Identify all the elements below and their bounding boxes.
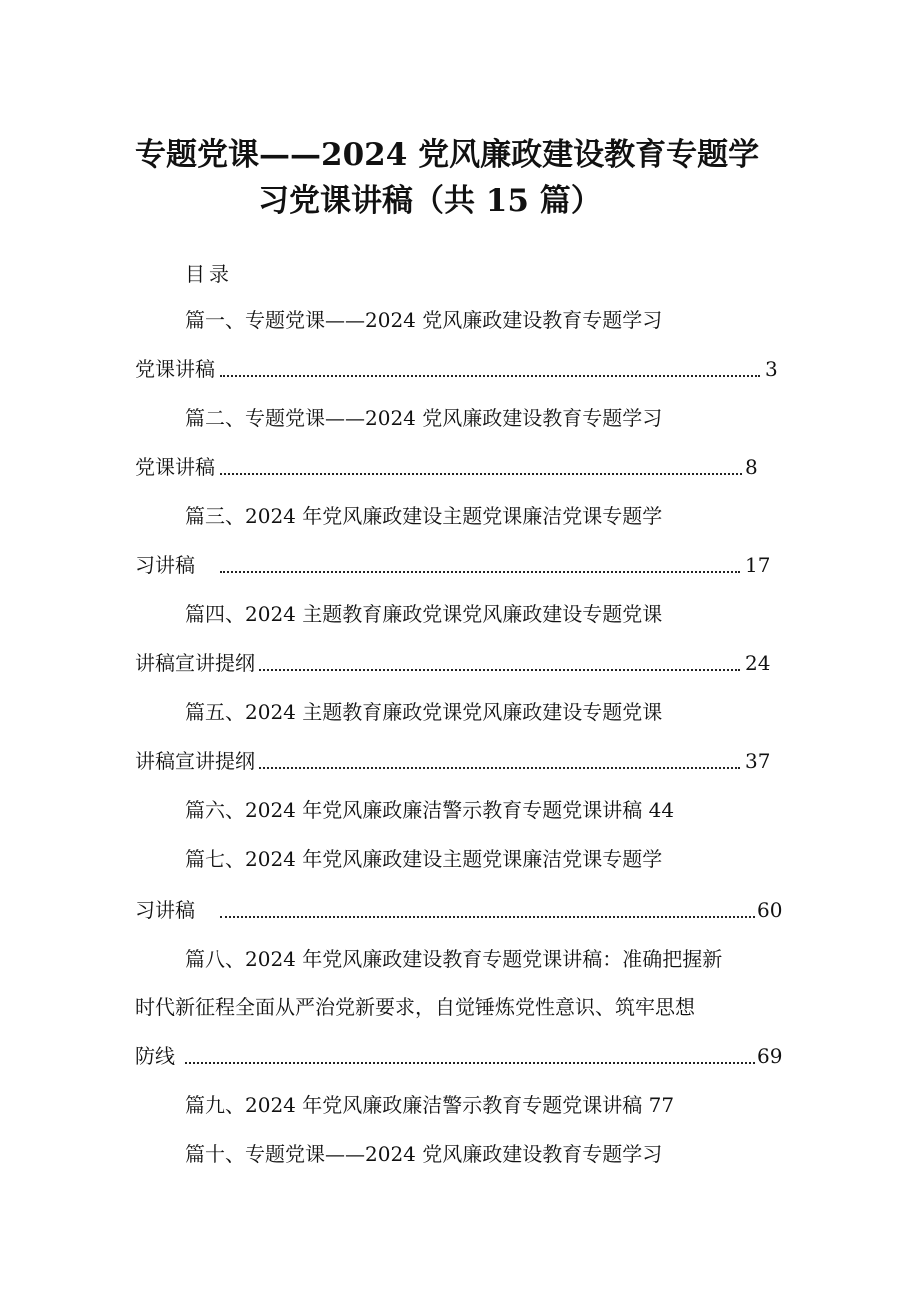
toc-entry-7[interactable] <box>0 845 920 873</box>
toc-entry-text: 篇五、2024 主题教育廉政党课党风廉政建设专题党课 <box>185 700 663 724</box>
toc-entry-text: 党课讲稿 <box>135 453 219 481</box>
toc-entry-6[interactable] <box>0 796 920 824</box>
toc-entry-text: 党课讲稿 <box>135 355 219 383</box>
toc-leader-dots <box>220 473 742 475</box>
toc-page-number: 24 <box>745 651 771 675</box>
toc-entry-text: 讲稿宣讲提纲 <box>135 747 259 775</box>
document-title-line-2: 习党课讲稿（共 15 篇） <box>258 183 602 219</box>
toc-page-number: 60 <box>757 898 783 922</box>
toc-entry-text: 习讲稿 <box>135 896 199 924</box>
toc-entry-text: 篇八、2024 年党风廉政建设教育专题党课讲稿：准确把握新 <box>185 947 723 971</box>
toc-entry-1-continuation[interactable] <box>0 355 920 383</box>
toc-entry-text: 时代新征程全面从严治党新要求，自觉锤炼党性意识、筑牢思想 <box>135 995 695 1019</box>
toc-entry-5-continuation[interactable] <box>0 747 920 775</box>
toc-entry-text: 篇十、专题党课——2024 党风廉政建设教育专题学习 <box>185 1142 663 1166</box>
toc-entry-text: 篇九、2024 年党风廉政廉洁警示教育专题党课讲稿 77 <box>185 1093 675 1117</box>
toc-entry-8-line-2[interactable] <box>0 993 920 1021</box>
toc-entry-4-continuation[interactable] <box>0 649 920 677</box>
toc-entry-text: 讲稿宣讲提纲 <box>135 649 259 677</box>
toc-page-number: 3 <box>765 357 778 381</box>
toc-entry-text: 篇三、2024 年党风廉政建设主题党课廉洁党课专题学 <box>185 504 663 528</box>
toc-entry-1[interactable] <box>0 306 920 334</box>
toc-page-number: 8 <box>745 455 758 479</box>
toc-leader-dots <box>220 767 740 769</box>
toc-page-number: 69 <box>757 1044 783 1068</box>
toc-page-number: 17 <box>745 553 771 577</box>
toc-entry-8-continuation[interactable] <box>0 1042 920 1070</box>
toc-entry-4[interactable] <box>0 600 920 628</box>
toc-heading: 目录 <box>185 262 233 286</box>
toc-entry-text: 篇一、专题党课——2024 党风廉政建设教育专题学习 <box>185 308 663 332</box>
toc-leader-dots <box>220 375 760 377</box>
toc-entry-text: 篇四、2024 主题教育廉政党课党风廉政建设专题党课 <box>185 602 663 626</box>
toc-entry-text: 篇六、2024 年党风廉政廉洁警示教育专题党课讲稿 44 <box>185 798 675 822</box>
toc-entry-5[interactable] <box>0 698 920 726</box>
toc-entry-9[interactable] <box>0 1091 920 1119</box>
toc-entry-7-continuation[interactable] <box>0 896 920 924</box>
toc-entry-text: 习讲稿 <box>135 551 199 579</box>
toc-entry-8[interactable] <box>0 945 920 973</box>
toc-entry-3-continuation[interactable] <box>0 551 920 579</box>
toc-entry-text: 篇二、专题党课——2024 党风廉政建设教育专题学习 <box>185 406 663 430</box>
toc-entry-text: 篇七、2024 年党风廉政建设主题党课廉洁党课专题学 <box>185 847 663 871</box>
toc-entry-10[interactable] <box>0 1140 920 1168</box>
toc-entry-2[interactable] <box>0 404 920 432</box>
toc-leader-dots <box>220 916 755 918</box>
document-title-line-1: 专题党课——2024 党风廉政建设教育专题学 <box>135 137 760 173</box>
toc-entry-text: 防线 <box>135 1042 179 1070</box>
toc-leader-dots <box>220 669 740 671</box>
toc-leader-dots <box>185 1062 755 1064</box>
toc-leader-dots <box>220 571 740 573</box>
toc-entry-3[interactable] <box>0 502 920 530</box>
toc-entry-2-continuation[interactable] <box>0 453 920 481</box>
toc-page-number: 37 <box>745 749 771 773</box>
